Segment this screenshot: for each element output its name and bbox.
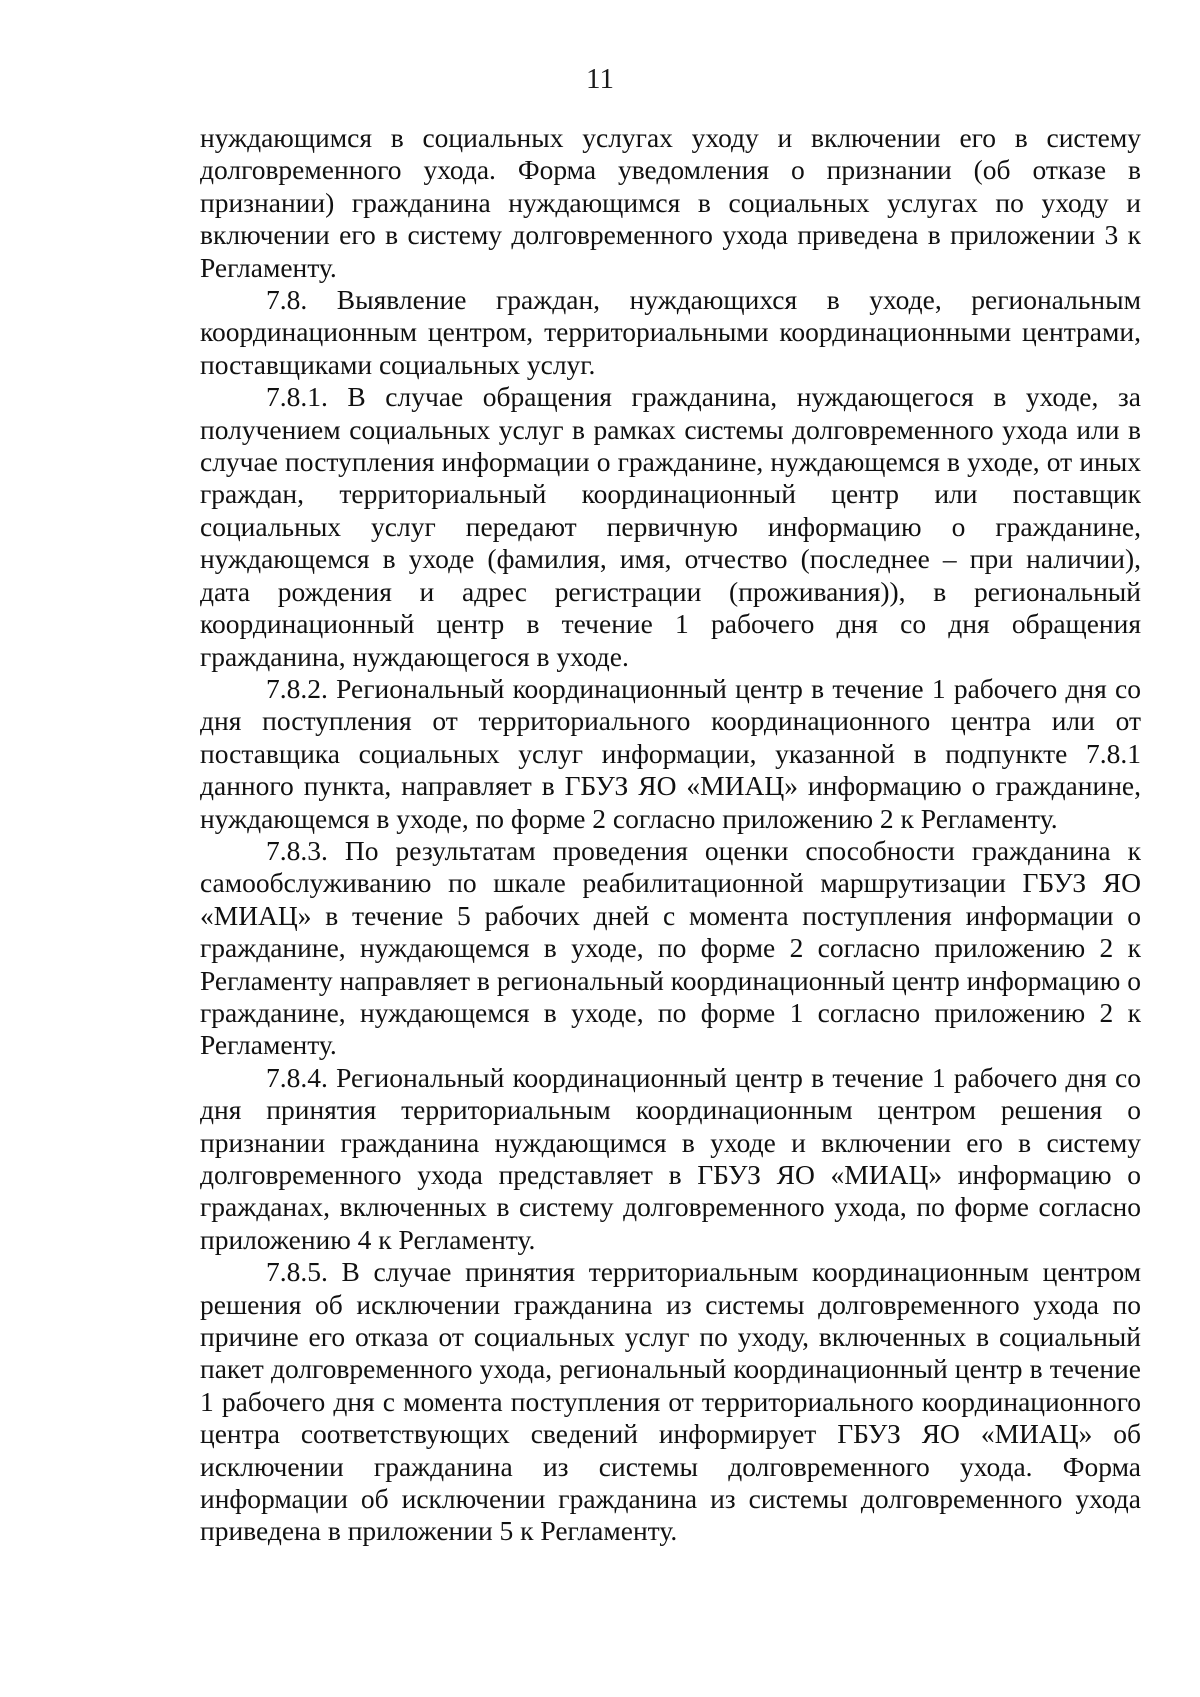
paragraph-continuation: нуждающимся в социальных услугах уходу и включении его в систему долговременного ухода. Форма уведомления о признании (об отказе в признании) гражданина нуждающимся в социальных услугах по уходу и включении его в систему долговременного ухода приведена в приложении 3 к Регламенту. (200, 122, 1141, 283)
page-number: 11 (586, 63, 614, 95)
paragraph-7-8-4: 7.8.4. Региональный координационный центр в течение 1 рабочего дня со дня принятия территориальным координационным центром решения о признании гражданина нуждающимся в уходе и включении его в систему долговременного ухода представляет в ГБУЗ ЯО «МИАЦ» информацию о гражданах, включенных в систему долговременного ухода, по форме согласно приложению 4 к Регламенту. (200, 1061, 1141, 1255)
paragraph-7-8-1: 7.8.1. В случае обращения гражданина, нуждающегося в уходе, за получением социальных услуг в рамках системы долговременного ухода или в случае поступления информации о гражданине, нуждающемся в уходе, от иных граждан, территориальный координационный центр или поставщик социальных услуг передают первичную информацию о гражданине, нуждающемся в уходе (фамилия, имя, отчество (последнее – при наличии), дата рождения и адрес регистрации (проживания)), в региональный координационный центр в течение 1 рабочего дня со дня обращения гражданина, нуждающегося в уходе. (200, 381, 1141, 672)
paragraph-7-8-5: 7.8.5. В случае принятия территориальным координационным центром решения об исключении гражданина из системы долговременного ухода по причине его отказа от социальных услуг по уходу, включенных в социальный пакет долговременного ухода, региональный координационный центр в течение 1 рабочего дня с момента поступления от территориального координационного центра соответствующих сведений информирует ГБУЗ ЯО «МИАЦ» об исключении гражданина из системы долговременного ухода. Форма информации об исключении гражданина из системы долговременного ухода приведена в приложении 5 к Регламенту. (200, 1256, 1141, 1547)
paragraph-7-8: 7.8. Выявление граждан, нуждающихся в уходе, региональным координационным центром, территориальными координационными центрами, поставщиками социальных услуг. (200, 284, 1141, 380)
document-body (200, 122, 1141, 1548)
paragraph-7-8-3: 7.8.3. По результатам проведения оценки способности гражданина к самообслуживанию по шкале реабилитационной маршрутизации ГБУЗ ЯО «МИАЦ» в течение 5 рабочих дней с момента поступления информации о гражданине, нуждающемся в уходе, по форме 2 согласно приложению 2 к Регламенту направляет в региональный координационный центр информацию о гражданине, нуждающемся в уходе, по форме 1 согласно приложению 2 к Регламенту. (200, 834, 1141, 1061)
paragraph-7-8-2: 7.8.2. Региональный координационный центр в течение 1 рабочего дня со дня поступления от территориального координационного центра или от поставщика социальных услуг информации, указанной в подпункте 7.8.1 данного пункта, направляет в ГБУЗ ЯО «МИАЦ» информацию о гражданине, нуждающемся в уходе, по форме 2 согласно приложению 2 к Регламенту. (200, 672, 1141, 834)
